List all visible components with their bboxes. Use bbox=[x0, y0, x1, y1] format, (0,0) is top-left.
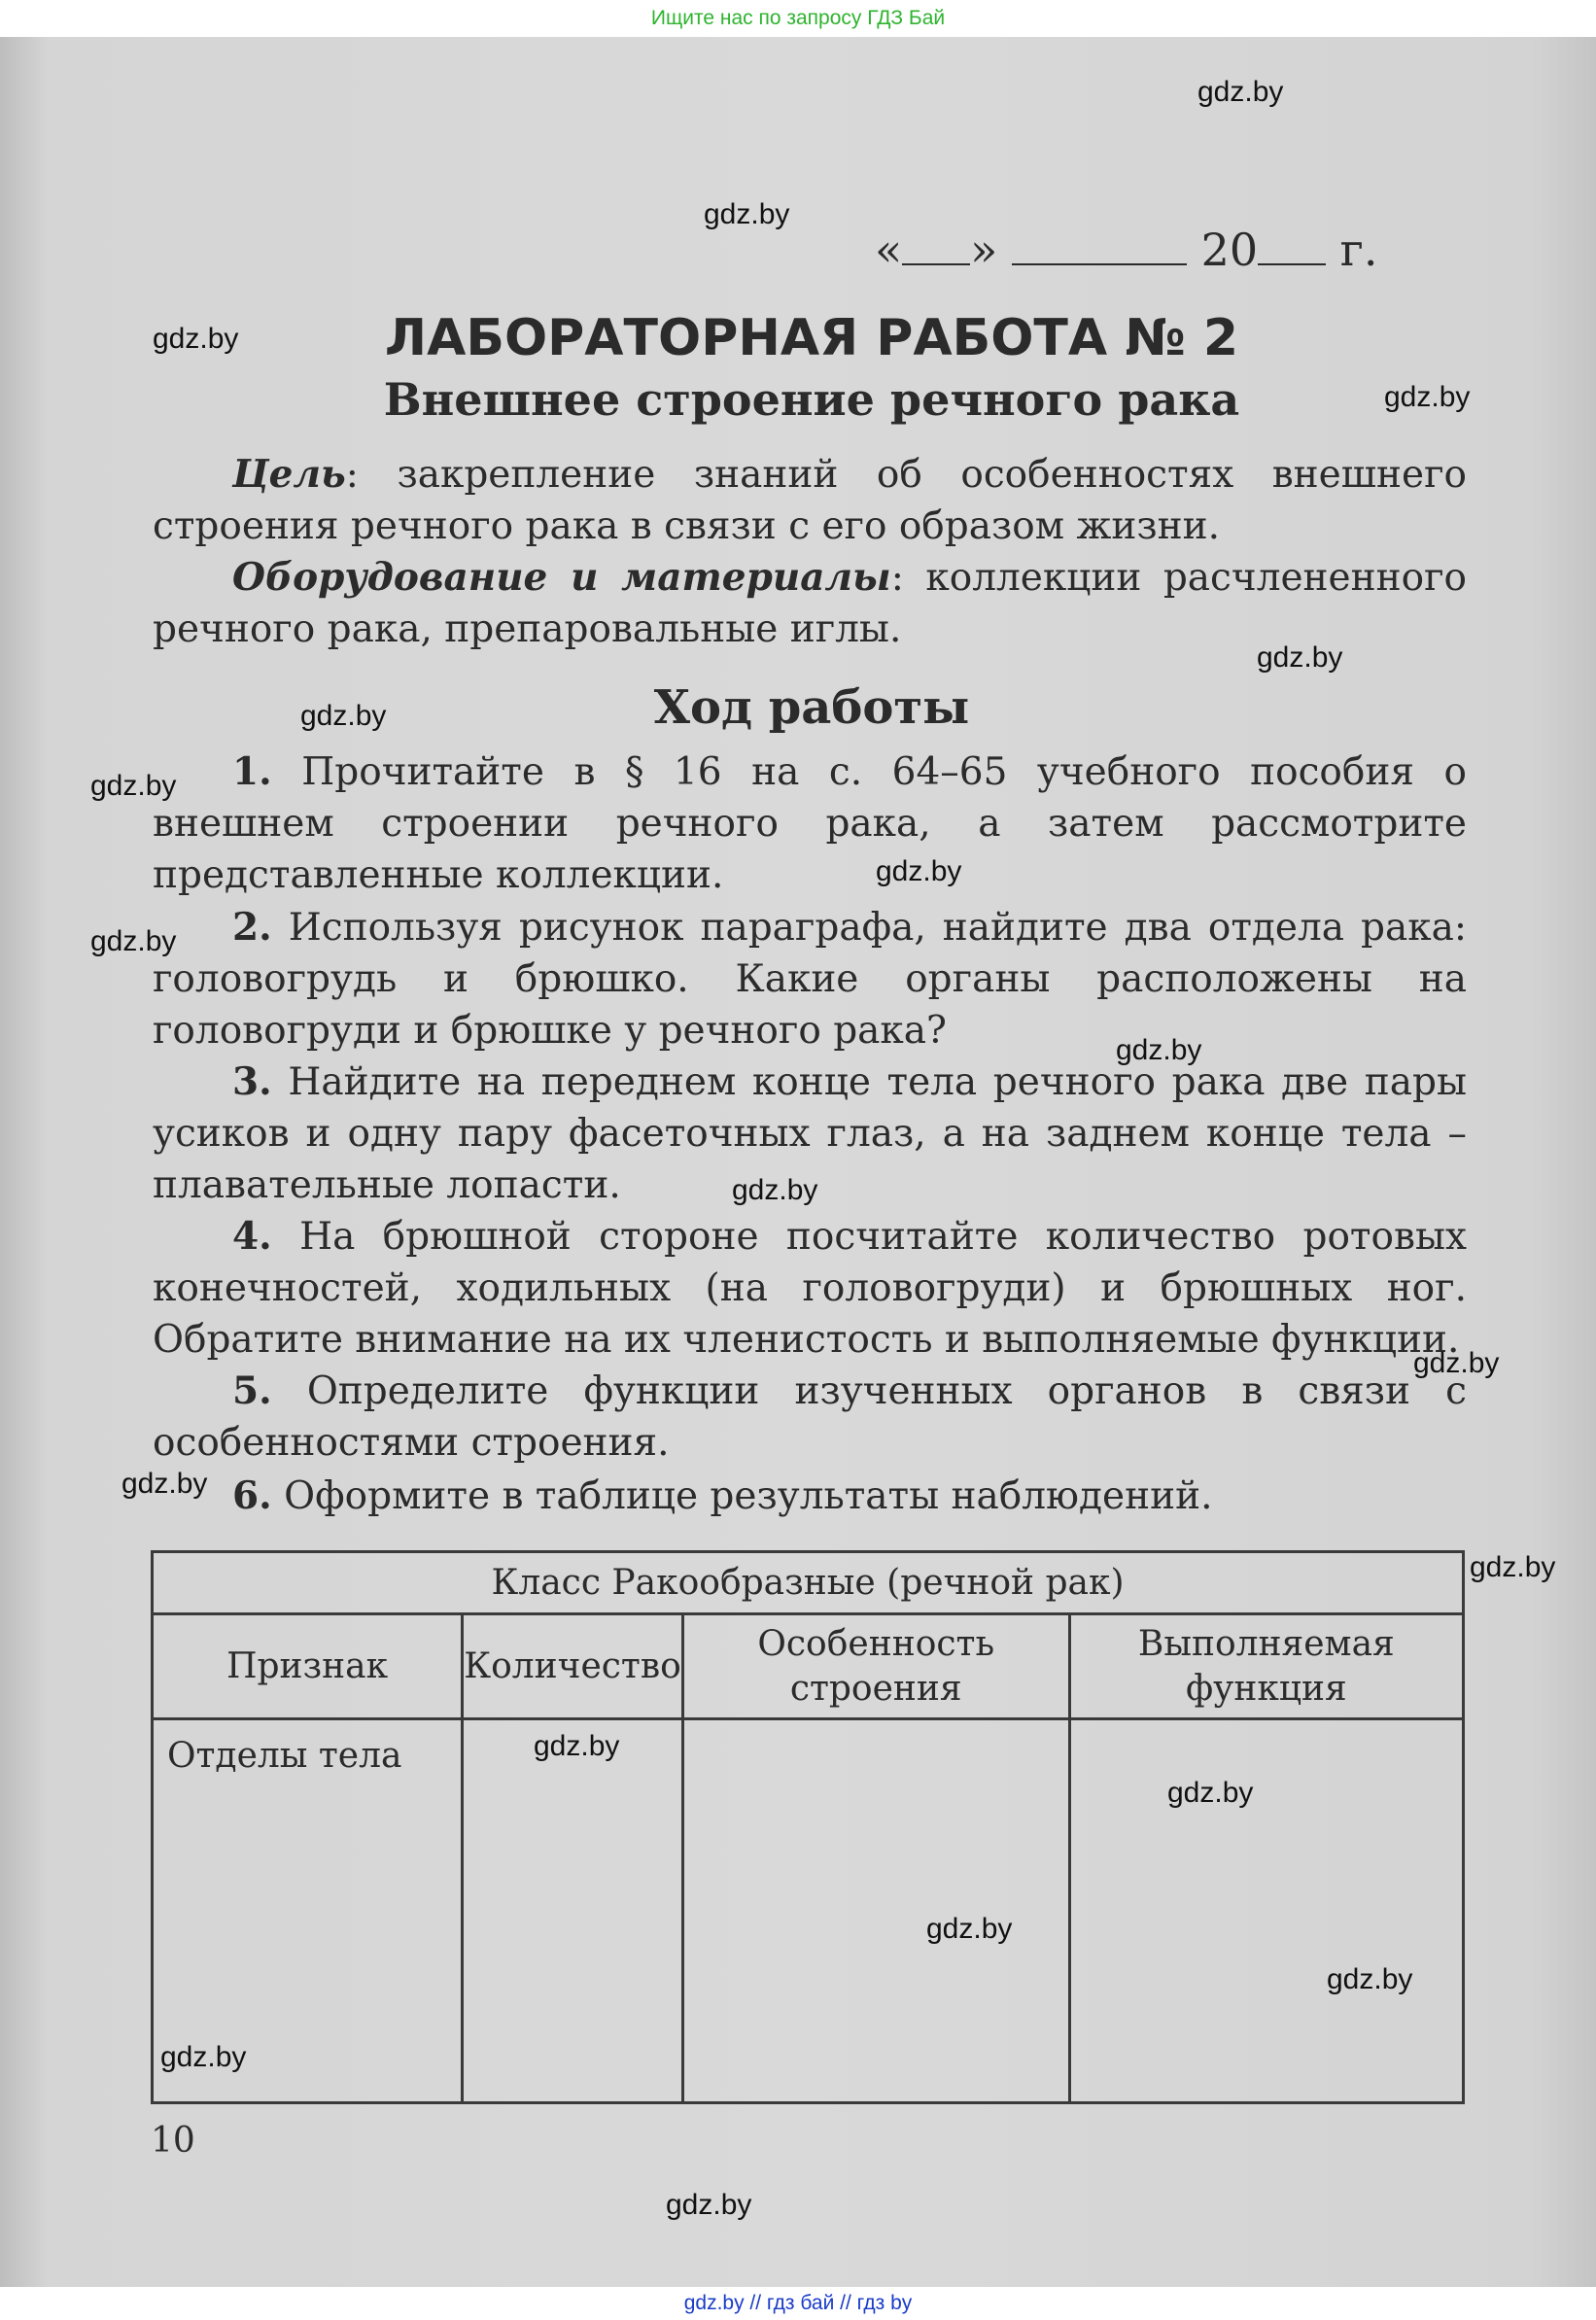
top-search-banner[interactable]: Ищите нас по запросу ГДЗ Бай bbox=[0, 0, 1596, 37]
watermark: gdz.by bbox=[160, 2041, 247, 2073]
watermark: gdz.by bbox=[1470, 1551, 1556, 1583]
watermark: gdz.by bbox=[666, 2189, 752, 2221]
table-caption: Класс Ракообразные (речной рак) bbox=[153, 1552, 1464, 1614]
header-function: Выполняемая функция bbox=[1069, 1614, 1463, 1719]
watermark: gdz.by bbox=[1167, 1777, 1254, 1809]
goal-paragraph bbox=[153, 449, 1467, 552]
bottom-links-banner[interactable]: gdz.by // гдз бай // гдз by bbox=[0, 2287, 1596, 2320]
watermark: gdz.by bbox=[876, 855, 962, 887]
goal-label: Цель bbox=[232, 452, 346, 497]
lab-title: ЛАБОРАТОРНАЯ РАБОТА № 2 bbox=[384, 309, 1239, 367]
step-number: 4. bbox=[232, 1214, 272, 1259]
equipment-label: Оборудование и материалы bbox=[232, 555, 891, 600]
header-feature: Признак bbox=[153, 1614, 463, 1719]
step-number: 3. bbox=[232, 1059, 272, 1104]
watermark: gdz.by bbox=[300, 700, 387, 732]
equipment-paragraph bbox=[153, 552, 1467, 655]
step-5 bbox=[153, 1366, 1467, 1469]
equipment-text: : коллекции расчлененного речного рака, препаровальные иглы. bbox=[153, 556, 1467, 651]
watermark: gdz.by bbox=[704, 198, 790, 230]
row-structure-cell[interactable] bbox=[682, 1719, 1069, 2103]
step-number: 5. bbox=[232, 1368, 272, 1413]
step-text: На брюшной стороне посчитайте количество ротовых конечностей, ходильных (на головогруди) и брюшных ног. Обратите внимание на их членистость и выполняемые функции. bbox=[153, 1215, 1467, 1362]
table-row bbox=[153, 1719, 1464, 2103]
date-line bbox=[875, 224, 1377, 276]
step-6 bbox=[153, 1471, 1467, 1522]
step-number: 1. bbox=[232, 749, 272, 794]
watermark: gdz.by bbox=[90, 925, 177, 957]
year-prefix: 20 bbox=[1200, 224, 1259, 276]
step-text: Прочитайте в § 16 на с. 64–65 учебного пособия о внешнем строении речного рака, а затем рассмотрите представленные коллекции. bbox=[153, 750, 1467, 897]
goal-text: : закрепление знаний об особенностях внешнего строения речного рака в связи с его образом жизни. bbox=[153, 453, 1467, 548]
watermark: gdz.by bbox=[1327, 1963, 1413, 1995]
step-1 bbox=[153, 746, 1467, 901]
step-number: 6. bbox=[232, 1473, 272, 1518]
step-2 bbox=[153, 902, 1467, 1056]
watermark: gdz.by bbox=[1116, 1034, 1202, 1066]
watermark: gdz.by bbox=[121, 1468, 208, 1500]
lab-subtitle: Внешнее строение речного рака bbox=[383, 373, 1240, 426]
watermark: gdz.by bbox=[926, 1913, 1013, 1945]
row-feature-cell: Отделы тела bbox=[153, 1719, 463, 2103]
header-structure: Особенность строения bbox=[682, 1614, 1069, 1719]
row-count-cell[interactable] bbox=[463, 1719, 683, 2103]
watermark: gdz.by bbox=[90, 770, 177, 802]
observation-table bbox=[151, 1550, 1465, 2104]
step-number: 2. bbox=[232, 905, 272, 950]
year-suffix: г. bbox=[1339, 224, 1378, 276]
step-text: Оформите в таблице результаты наблюдений. bbox=[284, 1474, 1213, 1518]
watermark: gdz.by bbox=[1197, 76, 1284, 108]
step-text: Определите функции изученных органов в связи с особенностями строения. bbox=[153, 1369, 1467, 1465]
day-blank bbox=[902, 234, 970, 265]
watermark: gdz.by bbox=[732, 1174, 818, 1206]
step-text: Найдите на переднем конце тела речного рака две пары усиков и одну пару фасеточных глаз, а на заднем конце тела – плавательные лопасти. bbox=[153, 1060, 1467, 1207]
step-text: Используя рисунок параграфа, найдите два отдела рака: головогрудь и брюшко. Какие органы расположены на головогруди и брюшке у речного рака? bbox=[153, 906, 1467, 1053]
watermark: gdz.by bbox=[1413, 1347, 1500, 1379]
watermark: gdz.by bbox=[153, 323, 239, 355]
row-function-cell[interactable] bbox=[1069, 1719, 1463, 2103]
procedure-heading: Ход работы bbox=[653, 680, 970, 735]
watermark: gdz.by bbox=[1257, 641, 1343, 674]
watermark: gdz.by bbox=[1384, 381, 1471, 413]
date-open-quote: « bbox=[875, 224, 903, 276]
date-close-quote: » bbox=[970, 224, 998, 276]
page-number: 10 bbox=[151, 2121, 195, 2161]
step-4 bbox=[153, 1211, 1467, 1366]
watermark: gdz.by bbox=[534, 1730, 620, 1762]
month-blank bbox=[1012, 234, 1187, 265]
year-blank bbox=[1258, 234, 1326, 265]
header-count: Количество bbox=[463, 1614, 683, 1719]
